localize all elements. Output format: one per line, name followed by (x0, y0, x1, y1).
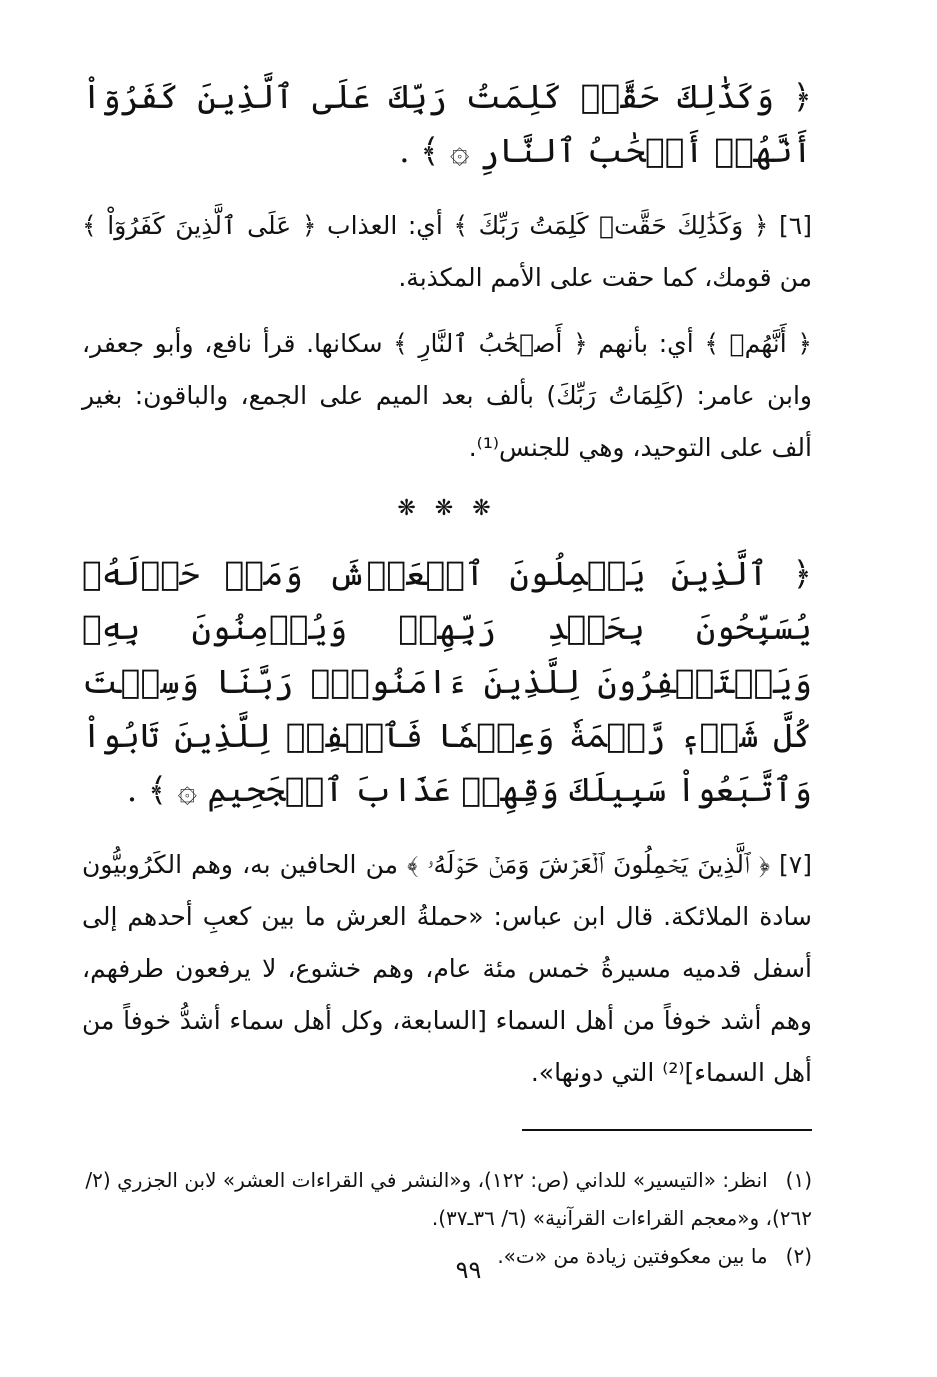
section-separator: ❋ ❋ ❋ (397, 496, 497, 521)
tafsir-paragraph-6b: ﴿ أَنَّهُمۡ ﴾ أي: بأنهم ﴿ أَصۡحَٰبُ ٱلنَّارِ ﴾ سكانها. قرأ نافع، وأبو جعفر، وابن عامر: (كَلِمَاتُ رَبِّكَ) بألف بعد الميم على الجمع، والباقون: بغير ألف على التوحيد، وهي للجنس⁽¹⁾. (82, 329, 812, 462)
footnote-divider (522, 1129, 812, 1131)
page-content (82, 70, 812, 1275)
footnote-number: (١) (785, 1168, 812, 1192)
footnote-text: انظر: «التيسير» للداني (ص: ١٢٢)، و«النشر في القراءات العشر» لابن الجزري (٢/ ٢٦٢)، و«معجم القراءات القرآنية» (٦/ ٣٦ـ٣٧). (85, 1168, 812, 1230)
page-number: ٩٩ (455, 1256, 482, 1284)
footnote-text: ما بين معكوفتين زيادة من «ت». (497, 1244, 768, 1268)
quran-verse-6: ﴿ وَكَذَٰلِكَ حَقَّتۡ كَلِمَتُ رَبِّكَ عَلَى ٱلَّذِينَ كَفَرُوٓاْ أَنَّهُمۡ أَصۡحَٰبُ ٱلنَّارِ ۞ ﴾ . (82, 77, 812, 170)
tafsir-paragraph-7: [٧] ﴿ ٱلَّذِينَ يَحۡمِلُونَ ٱلۡعَرۡشَ وَمَنۡ حَوۡلَهُۥ ﴾ من الحافين به، وهم الكَرُوبيُّون سادة الملائكة. قال ابن عباس: «حملةُ العرش ما بين كعبِ أحدهم إلى أسفل قدميه مسيرةُ خمس مئة عام، وهم خشوع، لا يرفعون طرفهم، وهم أشد خوفاً من أهل السماء [السابعة، وكل أهل سماء أشدُّ خوفاً من أهل السماء]⁽²⁾ التي دونها». (82, 850, 812, 1087)
tafsir-paragraph-6a: [٦] ﴿ وَكَذَٰلِكَ حَقَّتۡ كَلِمَتُ رَبِّكَ ﴾ أي: العذاب ﴿ عَلَى ٱلَّذِينَ كَفَرُوٓاْ ﴾ من قومك، كما حقت على الأمم المكذبة. (82, 211, 812, 292)
footnote-1 (82, 1161, 812, 1237)
footnote-number: (٢) (785, 1244, 812, 1268)
quran-verse-7: ﴿ ٱلَّذِينَ يَحۡمِلُونَ ٱلۡعَرۡشَ وَمَنۡ حَوۡلَهُۥ يُسَبِّحُونَ بِحَمۡدِ رَبِّهِمۡ وَيُؤۡمِنُونَ بِهِۦ وَيَسۡتَغۡفِرُونَ لِلَّذِينَ ءَامَنُواْۖ رَبَّنَا وَسِعۡتَ كُلَّ شَيۡءٖ رَّحۡمَةٗ وَعِلۡمٗا فَٱغۡفِرۡ لِلَّذِينَ تَابُواْ وَٱتَّبَعُواْ سَبِيلَكَ وَقِهِمۡ عَذَابَ ٱلۡجَحِيمِ ۞ ﴾ . (82, 554, 812, 809)
